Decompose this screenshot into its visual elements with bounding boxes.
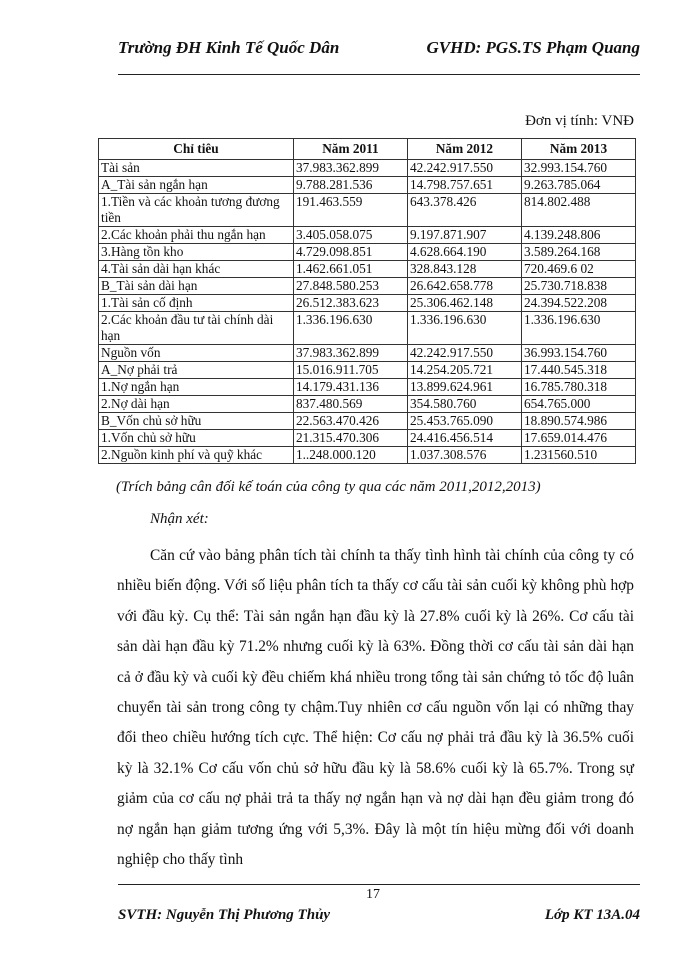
table-row: [99, 379, 636, 396]
row-value: 16.785.780.318: [521, 379, 635, 396]
header-supervisor: GVHD: PGS.TS Phạm Quang: [426, 38, 640, 57]
page-footer: [118, 907, 640, 929]
row-value: 17.659.014.476: [521, 430, 635, 447]
table-row: [99, 413, 636, 430]
row-value: 14.254.205.721: [407, 362, 521, 379]
row-value: 24.416.456.514: [407, 430, 521, 447]
row-value: 14.798.757.651: [407, 177, 521, 194]
row-label: 3.Hàng tồn kho: [99, 244, 294, 261]
row-value: 26.512.383.623: [293, 295, 407, 312]
footer-student: SVTH: Nguyễn Thị Phương Thủy: [118, 907, 331, 923]
row-label: B_Vốn chủ sở hữu: [99, 413, 294, 430]
row-value: 1.336.196.630: [407, 312, 521, 345]
row-value: 21.315.470.306: [293, 430, 407, 447]
table-row: [99, 447, 636, 464]
row-label: 2.Các khoản phải thu ngắn hạn: [99, 227, 294, 244]
row-value: 26.642.658.778: [407, 278, 521, 295]
row-label: B_Tài sản dài hạn: [99, 278, 294, 295]
row-label: Tài sản: [99, 160, 294, 177]
header-rule: [118, 74, 640, 75]
row-value: 191.463.559: [293, 194, 407, 227]
row-value: 1..248.000.120: [293, 447, 407, 464]
row-value: 1.336.196.630: [293, 312, 407, 345]
row-value: 24.394.522.208: [521, 295, 635, 312]
balance-sheet-table: [98, 138, 636, 464]
row-value: 4.628.664.190: [407, 244, 521, 261]
row-value: 15.016.911.705: [293, 362, 407, 379]
row-value: 4.139.248.806: [521, 227, 635, 244]
row-value: 37.983.362.899: [293, 160, 407, 177]
table-row: [99, 194, 636, 227]
table-body: [99, 160, 636, 464]
row-value: 9.197.871.907: [407, 227, 521, 244]
col-header-indicator: Chỉ tiêu: [99, 139, 294, 160]
row-value: 3.405.058.075: [293, 227, 407, 244]
row-value: 37.983.362.899: [293, 345, 407, 362]
row-label: 1.Tài sản cố định: [99, 295, 294, 312]
table-caption: (Trích bảng cân đối kế toán của công ty qua các năm 2011,2012,2013): [116, 479, 541, 495]
row-value: 720.469.6 02: [521, 261, 635, 278]
remark-title: Nhận xét:: [150, 511, 209, 527]
row-label: A_Nợ phải trả: [99, 362, 294, 379]
page-number: 17: [366, 887, 380, 902]
row-value: 42.242.917.550: [407, 345, 521, 362]
row-value: 14.179.431.136: [293, 379, 407, 396]
row-label: 1.Nợ ngắn hạn: [99, 379, 294, 396]
row-value: 354.580.760: [407, 396, 521, 413]
col-header-2011: Năm 2011: [293, 139, 407, 160]
row-value: 22.563.470.426: [293, 413, 407, 430]
row-value: 814.802.488: [521, 194, 635, 227]
row-label: 1.Tiền và các khoản tương đương tiền: [99, 194, 294, 227]
page-header: [118, 38, 640, 62]
row-value: 25.453.765.090: [407, 413, 521, 430]
table-header-row: [99, 139, 636, 160]
row-value: 328.843.128: [407, 261, 521, 278]
row-value: 1.231560.510: [521, 447, 635, 464]
row-value: 654.765.000: [521, 396, 635, 413]
table-row: [99, 261, 636, 278]
row-label: 2.Các khoản đầu tư tài chính dài hạn: [99, 312, 294, 345]
row-label: A_Tài sản ngắn hạn: [99, 177, 294, 194]
row-value: 643.378.426: [407, 194, 521, 227]
col-header-2012: Năm 2012: [407, 139, 521, 160]
table-row: [99, 312, 636, 345]
row-value: 1.336.196.630: [521, 312, 635, 345]
row-label: 1.Vốn chủ sở hữu: [99, 430, 294, 447]
row-value: 17.440.545.318: [521, 362, 635, 379]
table-row: [99, 278, 636, 295]
row-value: 42.242.917.550: [407, 160, 521, 177]
table-row: [99, 430, 636, 447]
row-value: 27.848.580.253: [293, 278, 407, 295]
row-value: 36.993.154.760: [521, 345, 635, 362]
row-value: 32.993.154.760: [521, 160, 635, 177]
row-value: 1.037.308.576: [407, 447, 521, 464]
table-row: [99, 345, 636, 362]
table-row: [99, 396, 636, 413]
row-value: 13.899.624.961: [407, 379, 521, 396]
table-row: [99, 362, 636, 379]
row-label: Nguồn vốn: [99, 345, 294, 362]
row-value: 837.480.569: [293, 396, 407, 413]
header-school: Trường ĐH Kinh Tế Quốc Dân: [118, 38, 340, 57]
footer-class: Lớp KT 13A.04: [544, 907, 640, 923]
row-value: 3.589.264.168: [521, 244, 635, 261]
col-header-2013: Năm 2013: [521, 139, 635, 160]
row-value: 9.788.281.536: [293, 177, 407, 194]
row-value: 25.306.462.148: [407, 295, 521, 312]
row-value: 9.263.785.064: [521, 177, 635, 194]
body-paragraph: Căn cứ vào bảng phân tích tài chính ta thấy tình hình tài chính của công ty có nhiều biến động. Với số liệu phân tích ta thấy cơ cấu tài sản cuối kỳ không phù hợp với đầu kỳ. Cụ thể: Tài sản ngắn hạn đầu kỳ là 27.8% cuối kỳ là 26%. Cơ cấu tài sản dài hạn đầu kỳ 71.2% nhưng cuối kỳ là 63%. Đồng thời cơ cấu tài sản dài hạn cả ở đầu kỳ và cuối kỳ đều chiếm khá nhiều trong tổng tài sản chứng tỏ tốc độ luân chuyển tài sản trong công ty chậm.Tuy nhiên cơ cấu nguồn vốn lại có những thay đổi theo chiều hướng tích cực. Thể hiện: Cơ cấu nợ phải trả đầu kỳ là 36.5% cuối kỳ là 32.1% Cơ cấu vốn chủ sở hữu đầu kỳ là 58.6% cuối kỳ là 65.7%. Trong sự giảm của cơ cấu nợ phải trả ta thấy nợ ngắn hạn và nợ dài hạn đều giảm trong đó nợ ngắn hạn giảm tương ứng với 5,3%. Đây là một tín hiệu mừng đối với doanh nghiệp cho thấy tình: [117, 547, 634, 869]
table-row: [99, 295, 636, 312]
footer-rule: [118, 884, 640, 885]
row-value: 1.462.661.051: [293, 261, 407, 278]
table-row: [99, 177, 636, 194]
row-value: 25.730.718.838: [521, 278, 635, 295]
row-label: 4.Tài sản dài hạn khác: [99, 261, 294, 278]
row-value: 4.729.098.851: [293, 244, 407, 261]
unit-label: Đơn vị tính: VNĐ: [525, 113, 634, 129]
table-row: [99, 160, 636, 177]
row-value: 18.890.574.986: [521, 413, 635, 430]
row-label: 2.Nguồn kinh phí và quỹ khác: [99, 447, 294, 464]
table-row: [99, 227, 636, 244]
table-row: [99, 244, 636, 261]
row-label: 2.Nợ dài hạn: [99, 396, 294, 413]
